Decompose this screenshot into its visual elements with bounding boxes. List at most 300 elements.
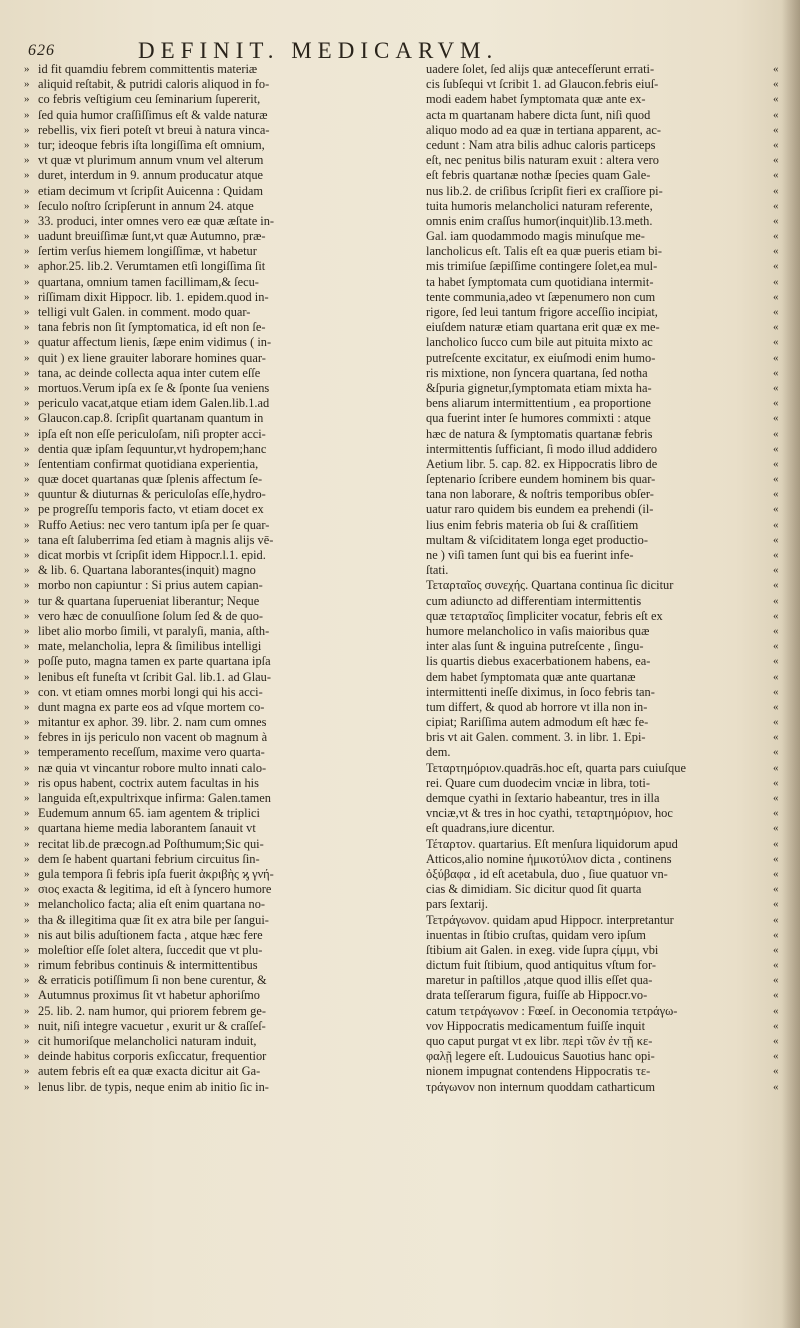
text-line bbox=[426, 912, 779, 928]
quotation-mark: » bbox=[24, 928, 30, 941]
quotation-mark: « bbox=[773, 381, 779, 394]
line-text: tha & illegitima quæ ſit ex atra bile per ſangui- bbox=[38, 912, 269, 927]
line-text: 25. lib. 2. nam humor, qui priorem febrem ge- bbox=[38, 1003, 266, 1018]
line-text: lancholico ſucco cum bile aut pituita mixto ac bbox=[426, 335, 653, 350]
line-text: intermittentis ſufficiant, ſi modo illud addidero bbox=[426, 441, 658, 456]
quotation-mark: » bbox=[24, 700, 30, 713]
quotation-mark: « bbox=[773, 457, 779, 470]
line-text: tana, ac deinde collecta aqua inter cutem eſſe bbox=[38, 365, 261, 380]
line-text: mis trimiſue ſæpiſſime contingere ſolet,ea mul- bbox=[426, 259, 658, 274]
text-line bbox=[426, 426, 779, 442]
line-text: mitantur ex aphor. 39. libr. 2. nam cum omnes bbox=[38, 715, 267, 730]
line-text: putreſcente excitatur, ex eiuſmodi enim humo- bbox=[426, 350, 656, 365]
quotation-mark: « bbox=[773, 731, 779, 744]
line-text: tana febris non ſit ſymptomatica, id eſt non ſe- bbox=[38, 320, 266, 335]
line-text: bris vt ait Galen. comment. 3. in libr. 1. Epi- bbox=[426, 730, 646, 745]
quotation-mark: » bbox=[24, 761, 30, 774]
line-text: ſententiam confirmat quotidiana experientia, bbox=[38, 456, 259, 471]
line-text: cit humoriſque melancholici naturam induit, bbox=[38, 1034, 257, 1048]
line-text: Τεταρταῖος συνεχής. Quartana continua ſic dicitur bbox=[426, 578, 674, 593]
text-line bbox=[16, 108, 414, 123]
line-text: Eudemum annum 65. iam agentem & triplici bbox=[38, 806, 260, 821]
quotation-mark: » bbox=[24, 503, 30, 516]
text-line bbox=[426, 699, 779, 715]
quotation-mark: » bbox=[24, 351, 30, 364]
line-text: rimum febribus continuis & intermittentibus bbox=[38, 958, 258, 973]
text-line bbox=[426, 851, 779, 867]
quotation-mark: « bbox=[773, 78, 779, 91]
text-line bbox=[426, 548, 779, 563]
text-line bbox=[426, 441, 779, 457]
line-text: ὀξύβαφα , id eſt acetabula, duo , ſiue quatuor vn- bbox=[426, 866, 668, 881]
quotation-mark: « bbox=[773, 93, 779, 106]
text-line bbox=[16, 1049, 414, 1064]
text-line bbox=[426, 259, 779, 274]
quotation-mark: » bbox=[24, 457, 30, 470]
line-text: nis aut bilis aduſtionem facta , atque hæc fere bbox=[38, 927, 263, 942]
text-line bbox=[16, 745, 414, 760]
text-line bbox=[16, 928, 414, 943]
line-text: Glaucon.cap.8. ſcripſit quartanam quantum in bbox=[38, 411, 264, 426]
quotation-mark: « bbox=[773, 670, 779, 683]
text-line bbox=[426, 927, 779, 943]
line-text: vero hæc de conuulſione ſolum ſed & de quo- bbox=[38, 608, 264, 623]
quotation-mark: « bbox=[773, 366, 779, 379]
quotation-mark: » bbox=[24, 518, 30, 531]
line-text: eſt febris quartanæ nothæ ſpecies quam Gale- bbox=[426, 168, 651, 183]
text-line bbox=[16, 578, 414, 593]
text-line bbox=[16, 897, 414, 912]
text-line bbox=[16, 761, 414, 776]
text-line bbox=[16, 1034, 414, 1049]
quotation-mark: » bbox=[24, 943, 30, 956]
text-line bbox=[426, 1018, 779, 1034]
quotation-mark: « bbox=[773, 1004, 779, 1017]
quotation-mark: « bbox=[773, 1019, 779, 1032]
line-text: tente communia,adeo vt ſæpenumero non cum bbox=[426, 289, 656, 304]
text-line bbox=[16, 472, 414, 487]
line-text: tur & quartana ſuperueniat liberantur; Neque bbox=[38, 593, 260, 608]
line-text: vt quæ vt plurimum annum vnum vel alterum bbox=[38, 153, 264, 168]
quotation-mark: » bbox=[24, 792, 30, 804]
quotation-mark: » bbox=[24, 154, 30, 167]
line-text: lancholicus eſt. Talis eſt ea quæ pueris etiam bi- bbox=[426, 244, 662, 259]
quotation-mark: « bbox=[773, 154, 779, 167]
line-text: næ quia vt vincantur robore multo innati calo- bbox=[38, 760, 267, 775]
quotation-mark: » bbox=[24, 685, 30, 698]
line-text: dicat morbis vt ſcripſit idem Hippocr.l.1. epid. bbox=[38, 548, 266, 562]
quotation-mark: » bbox=[24, 867, 30, 880]
text-line bbox=[16, 852, 414, 867]
line-text: rigore, ſed leui tantum frigore acceſſio incipiat, bbox=[426, 305, 658, 319]
quotation-mark: « bbox=[773, 397, 779, 410]
text-line bbox=[16, 411, 414, 426]
text-line bbox=[426, 608, 779, 624]
text-line bbox=[16, 168, 414, 183]
line-text: dentia quæ ipſam ſequuntur,vt hydropem;hanc bbox=[38, 441, 267, 456]
text-line bbox=[16, 821, 414, 836]
quotation-mark: » bbox=[24, 594, 30, 607]
quotation-mark: « bbox=[773, 123, 779, 136]
text-line bbox=[426, 183, 779, 199]
line-text: ſeptenario ſcribere eundem hominem bis quar- bbox=[426, 472, 656, 487]
quotation-mark: « bbox=[773, 974, 779, 987]
line-text: qua fuerint inter ſe humores commixti : atque bbox=[426, 411, 651, 426]
text-line bbox=[426, 684, 779, 700]
line-text: dem. bbox=[426, 745, 451, 760]
quotation-mark: « bbox=[773, 685, 779, 698]
text-line bbox=[16, 184, 414, 199]
text-line bbox=[16, 427, 414, 442]
quotation-mark: « bbox=[773, 867, 779, 880]
text-line bbox=[16, 913, 414, 928]
right-column bbox=[426, 62, 779, 1095]
quotation-mark: » bbox=[24, 260, 30, 273]
text-line bbox=[426, 897, 779, 912]
text-line bbox=[426, 1049, 779, 1064]
text-line bbox=[426, 639, 779, 654]
quotation-mark: « bbox=[773, 275, 779, 288]
quotation-mark: « bbox=[773, 746, 779, 759]
text-line bbox=[426, 806, 779, 821]
line-text: quatur affectum lienis, ſæpe enim vidimus ( in- bbox=[38, 335, 272, 350]
text-line bbox=[426, 715, 779, 730]
line-text: dem habet ſymptomata quæ ante quartanæ bbox=[426, 669, 636, 684]
quotation-mark: « bbox=[773, 959, 779, 972]
quotation-mark: » bbox=[24, 579, 30, 592]
text-line bbox=[426, 456, 779, 472]
text-line bbox=[426, 866, 779, 882]
text-line bbox=[16, 548, 414, 563]
text-line bbox=[426, 213, 779, 229]
quotation-mark: « bbox=[773, 807, 779, 820]
line-text: hæc de natura & ſymptomatis quartanæ febris bbox=[426, 426, 653, 441]
text-line bbox=[16, 229, 414, 244]
quotation-mark: » bbox=[24, 108, 30, 121]
text-line bbox=[426, 380, 779, 396]
text-line bbox=[16, 335, 414, 350]
line-text: Atticos,alio nomine ἡμικοτύλιον dicta , continens bbox=[426, 851, 672, 866]
line-text: riſſimam dixit Hippocr. lib. 1. epidem.quod in- bbox=[38, 289, 269, 304]
line-text: languida eſt,expultrixque infirma: Galen.tamen bbox=[38, 791, 271, 805]
line-text: cum adiuncto ad differentiam intermittentis bbox=[426, 593, 642, 608]
text-line bbox=[16, 214, 414, 229]
line-text: quæ docet quartanas quæ ſplenis affectum ſe- bbox=[38, 472, 263, 487]
text-line bbox=[16, 1004, 414, 1019]
quotation-mark: « bbox=[773, 655, 779, 668]
quotation-mark: » bbox=[24, 78, 30, 91]
text-line bbox=[426, 411, 779, 426]
text-line bbox=[426, 137, 779, 153]
text-line bbox=[16, 594, 414, 609]
quotation-mark: « bbox=[773, 609, 779, 622]
text-line bbox=[426, 973, 779, 988]
text-line bbox=[16, 533, 414, 548]
line-text: Τέταρτον. quartarius. Eſt menſura liquidorum apud bbox=[426, 836, 678, 851]
text-line bbox=[426, 153, 779, 168]
text-line bbox=[16, 988, 414, 1003]
text-line bbox=[16, 806, 414, 821]
line-text: lius enim febris materia ob ſui & craſſitiem bbox=[426, 517, 639, 532]
text-line bbox=[426, 396, 779, 411]
line-text: nuit, niſi integre vacuetur , exurit ur & craſſeſ- bbox=[38, 1018, 266, 1033]
text-line bbox=[16, 351, 414, 366]
quotation-mark: « bbox=[773, 564, 779, 577]
quotation-mark: « bbox=[773, 351, 779, 364]
quotation-mark: » bbox=[24, 397, 30, 410]
text-line bbox=[426, 62, 779, 77]
line-text: mortuos.Verum ipſa ex ſe & ſponte ſua veniens bbox=[38, 380, 270, 395]
text-line bbox=[16, 654, 414, 669]
line-text: Gal. iam quodammodo magis minuſque me- bbox=[426, 229, 645, 244]
text-line bbox=[16, 244, 414, 259]
quotation-mark: » bbox=[24, 1019, 30, 1032]
line-text: duret, interdum in 9. annum producatur atque bbox=[38, 168, 264, 183]
line-text: morbo non capiuntur : Si prius autem capian- bbox=[38, 578, 263, 593]
text-line bbox=[16, 442, 414, 457]
text-line bbox=[16, 1080, 414, 1095]
line-text: autem febris eſt ea quæ exacta dicitur ait Ga- bbox=[38, 1064, 261, 1079]
quotation-mark: » bbox=[24, 230, 30, 243]
quotation-mark: » bbox=[24, 473, 30, 486]
line-text: tum differt, & quod ab horrore vt illa non in- bbox=[426, 699, 648, 714]
line-text: aphor.25. lib.2. Verumtamen etſi longiſſima ſit bbox=[38, 259, 266, 274]
text-line bbox=[426, 1034, 779, 1049]
quotation-mark: « bbox=[773, 624, 779, 637]
text-line bbox=[426, 563, 779, 578]
line-text: &ſpuria gignetur,ſymptomata etiam mixta ha- bbox=[426, 380, 652, 395]
line-text: co febris veſtigium ceu ſeminarium ſupererit, bbox=[38, 92, 261, 107]
text-line bbox=[426, 730, 779, 745]
text-line bbox=[16, 518, 414, 533]
line-text: ſtati. bbox=[426, 563, 449, 578]
text-line bbox=[426, 168, 779, 183]
line-text: temperamento receſſum, maxime vero quarta- bbox=[38, 745, 265, 760]
quotation-mark: » bbox=[24, 199, 30, 212]
text-line bbox=[16, 305, 414, 320]
text-line bbox=[426, 229, 779, 244]
line-text: id fit quamdiu febrem committentis materiæ bbox=[38, 62, 258, 76]
quotation-mark: « bbox=[773, 442, 779, 455]
quotation-mark: » bbox=[24, 1004, 30, 1017]
quotation-mark: « bbox=[773, 1050, 779, 1063]
quotation-mark: » bbox=[24, 488, 30, 501]
line-text: lenibus eſt funeſta vt ſcribit Gal. lib.1. ad Glau- bbox=[38, 669, 271, 684]
quotation-mark: « bbox=[773, 306, 779, 318]
text-line bbox=[426, 1003, 779, 1019]
quotation-mark: » bbox=[24, 852, 30, 865]
quotation-mark: « bbox=[773, 761, 779, 774]
line-text: quo caput purgat vt ex libr. περὶ τῶν ἐν τῇ κε- bbox=[426, 1034, 653, 1048]
quotation-mark: » bbox=[24, 214, 30, 227]
quotation-mark: » bbox=[24, 1065, 30, 1078]
line-text: catum τετράγωνον : Fœeſ. in Oeconomia τετράγω- bbox=[426, 1003, 678, 1018]
line-text: rei. Quare cum duodecim vnciæ in libra, toti- bbox=[426, 775, 650, 790]
line-text: quæ τεταρταῖος ſimpliciter vocatur, febris eſt ex bbox=[426, 608, 663, 623]
quotation-mark: » bbox=[24, 290, 30, 303]
text-line bbox=[16, 502, 414, 517]
line-text: inuentas in ſtibio cruſtas, quidam vero ipſum bbox=[426, 927, 646, 942]
text-line bbox=[16, 366, 414, 381]
line-text: etiam decimum vt ſcripſit Auicenna : Quidam bbox=[38, 183, 264, 198]
line-text: ſeculo noſtro ſcripſerunt in annum 24. atque bbox=[38, 198, 254, 213]
line-text: libet alio morbo ſimili, vt paralyſi, mania, aſth- bbox=[38, 623, 270, 638]
text-line bbox=[426, 532, 779, 548]
line-text: τράγωνον non internum quoddam catharticum bbox=[426, 1079, 655, 1094]
quotation-mark: » bbox=[24, 776, 30, 789]
quotation-mark: » bbox=[24, 837, 30, 850]
quotation-mark: » bbox=[24, 366, 30, 379]
text-line bbox=[16, 730, 414, 745]
line-text: dunt magna ex parte eos ad vſque mortem co- bbox=[38, 699, 265, 714]
line-text: pe progreſſu temporis facto, vt etiam docet ex bbox=[38, 502, 264, 517]
line-text: pars ſextarij. bbox=[426, 897, 488, 912]
text-line bbox=[426, 335, 779, 350]
quotation-mark: « bbox=[773, 63, 779, 75]
quotation-mark: « bbox=[773, 473, 779, 486]
text-line bbox=[16, 609, 414, 624]
quotation-mark: « bbox=[773, 1080, 779, 1093]
line-text: tuita humoris melancholici naturam referente, bbox=[426, 198, 653, 213]
text-line bbox=[426, 988, 779, 1003]
line-text: mate, melancholia, lepra & ſimilibus intelligi bbox=[38, 639, 262, 654]
text-line bbox=[426, 623, 779, 639]
quotation-mark: » bbox=[24, 321, 30, 334]
quotation-mark: » bbox=[24, 655, 30, 668]
quotation-mark: « bbox=[773, 898, 779, 911]
text-line bbox=[426, 305, 779, 320]
text-line bbox=[426, 517, 779, 533]
text-line bbox=[16, 776, 414, 791]
quotation-mark: « bbox=[773, 792, 779, 804]
text-line bbox=[16, 715, 414, 730]
text-line bbox=[426, 350, 779, 366]
quotation-mark: » bbox=[24, 1035, 30, 1047]
text-line bbox=[426, 92, 779, 107]
text-line bbox=[426, 274, 779, 290]
text-line bbox=[16, 290, 414, 305]
quotation-mark: » bbox=[24, 640, 30, 653]
quotation-mark: » bbox=[24, 412, 30, 425]
quotation-mark: « bbox=[773, 336, 779, 349]
quotation-mark: « bbox=[773, 640, 779, 653]
text-line bbox=[16, 639, 414, 654]
text-line bbox=[16, 958, 414, 973]
quotation-mark: » bbox=[24, 1050, 30, 1063]
quotation-mark: » bbox=[24, 807, 30, 820]
line-text: dem ſe habent quartani febrium circuitus ſin- bbox=[38, 851, 260, 866]
text-line bbox=[16, 396, 414, 411]
line-text: multam & viſciditatem longa eget productio- bbox=[426, 532, 648, 547]
line-text: ipſa eſt non eſſe periculoſam, niſi propter acci- bbox=[38, 426, 266, 441]
line-text: modi eadem habet ſymptomata quæ ante ex- bbox=[426, 92, 646, 107]
text-line bbox=[426, 760, 779, 776]
line-text: con. vt etiam omnes morbi longi qui his acci- bbox=[38, 684, 263, 699]
line-text: & erraticis potiſſimum ſi non bene curentur, & bbox=[38, 973, 267, 988]
quotation-mark: « bbox=[773, 1065, 779, 1078]
quotation-mark: » bbox=[24, 533, 30, 546]
line-text: quartana hieme media laborantem ſanauit vt bbox=[38, 821, 256, 836]
quotation-mark: » bbox=[24, 716, 30, 729]
text-line bbox=[426, 289, 779, 305]
line-text: bens aliarum intermittentium , ea proportione bbox=[426, 396, 652, 411]
line-text: σιος exacta & legitima, id eſt à ſyncero humore bbox=[38, 882, 272, 897]
line-text: nus lib.2. de criſibus ſcripſit fieri ex craſſiore pi- bbox=[426, 183, 663, 198]
line-text: lis quartis diebus exacerbationem habens, ea- bbox=[426, 654, 651, 669]
quotation-mark: « bbox=[773, 883, 779, 896]
quotation-mark: » bbox=[24, 123, 30, 136]
quotation-mark: » bbox=[24, 336, 30, 349]
line-text: cias & dimidiam. Sic dicitur quod ſit quarta bbox=[426, 882, 642, 897]
line-text: Aetium libr. 5. cap. 82. ex Hippocratis libro de bbox=[426, 456, 658, 471]
text-line bbox=[426, 1079, 779, 1095]
line-text: ſed quia humor craſſiſſimus eſt & valde naturæ bbox=[38, 107, 268, 122]
line-text: aliquo modo ad ea quæ in tertiana apparent, ac- bbox=[426, 122, 661, 137]
quotation-mark: « bbox=[773, 716, 779, 729]
text-line bbox=[16, 153, 414, 168]
quotation-mark: « bbox=[773, 503, 779, 516]
text-line bbox=[16, 943, 414, 958]
line-text: cedunt : Nam atra bilis adhuc caloris particeps bbox=[426, 137, 656, 152]
quotation-mark: « bbox=[773, 594, 779, 607]
text-line bbox=[16, 670, 414, 685]
line-text: φαλῇ legere eſt. Ludouicus Sauotius hanc opi- bbox=[426, 1049, 655, 1064]
line-text: uadere ſolet, ſed alijs quæ antecefſerunt errati- bbox=[426, 62, 655, 76]
quotation-mark: » bbox=[24, 989, 30, 1002]
text-line bbox=[16, 275, 414, 290]
line-text: eſt, nec penitus bilis naturam exuit : altera vero bbox=[426, 153, 659, 168]
line-text: tur; ideoque febris iſta longiſſima eſt omnium, bbox=[38, 137, 265, 152]
quotation-mark: » bbox=[24, 138, 30, 151]
line-text: eiuſdem naturæ etiam quartana erit quæ ex me- bbox=[426, 320, 660, 335]
quotation-mark: » bbox=[24, 245, 30, 258]
text-line bbox=[426, 654, 779, 669]
text-line bbox=[426, 487, 779, 502]
quotation-mark: « bbox=[773, 321, 779, 334]
line-text: Ruffo Aetius: nec vero tantum ipſa per ſe quar- bbox=[38, 517, 270, 532]
line-text: eſt quadrans,iure dicentur. bbox=[426, 821, 555, 836]
running-title: DEFINIT. MEDICARVM. bbox=[138, 38, 499, 63]
page-number: 626 bbox=[28, 42, 55, 59]
line-text: rebellis, vix fieri poteſt vt breui à natura vinca- bbox=[38, 122, 270, 137]
text-line bbox=[16, 381, 414, 396]
line-text: vnciæ,vt & tres in hoc cyathi, τεταρτημόριον, hoc bbox=[426, 806, 673, 821]
line-text: recitat lib.de præcogn.ad Poſthumum;Sic qui- bbox=[38, 836, 264, 851]
quotation-mark: « bbox=[773, 199, 779, 212]
text-line bbox=[426, 942, 779, 958]
text-line bbox=[426, 107, 779, 123]
quotation-mark: « bbox=[773, 108, 779, 121]
text-line bbox=[16, 123, 414, 138]
text-line bbox=[16, 1019, 414, 1034]
line-text: ta habet ſymptomata cum quotidiana intermit- bbox=[426, 274, 654, 289]
text-line bbox=[16, 791, 414, 806]
line-text: intermittenti ineſſe diximus, in ſoco febris tan- bbox=[426, 684, 655, 699]
quotation-mark: » bbox=[24, 959, 30, 972]
quotation-mark: « bbox=[773, 533, 779, 546]
quotation-mark: » bbox=[24, 609, 30, 622]
text-line bbox=[426, 122, 779, 138]
line-text: ris opus habent, coctrix autem facultas in his bbox=[38, 775, 259, 790]
quotation-mark: » bbox=[24, 306, 30, 318]
quotation-mark: » bbox=[24, 913, 30, 926]
text-line bbox=[16, 563, 414, 578]
quotation-mark: » bbox=[24, 822, 30, 835]
text-line bbox=[16, 77, 414, 92]
line-text: quit ) ex liene grauiter laborare homines quar- bbox=[38, 350, 266, 365]
quotation-mark: » bbox=[24, 898, 30, 911]
line-text: Τετράγωνον. quidam apud Hippocr. interpretantur bbox=[426, 912, 674, 927]
